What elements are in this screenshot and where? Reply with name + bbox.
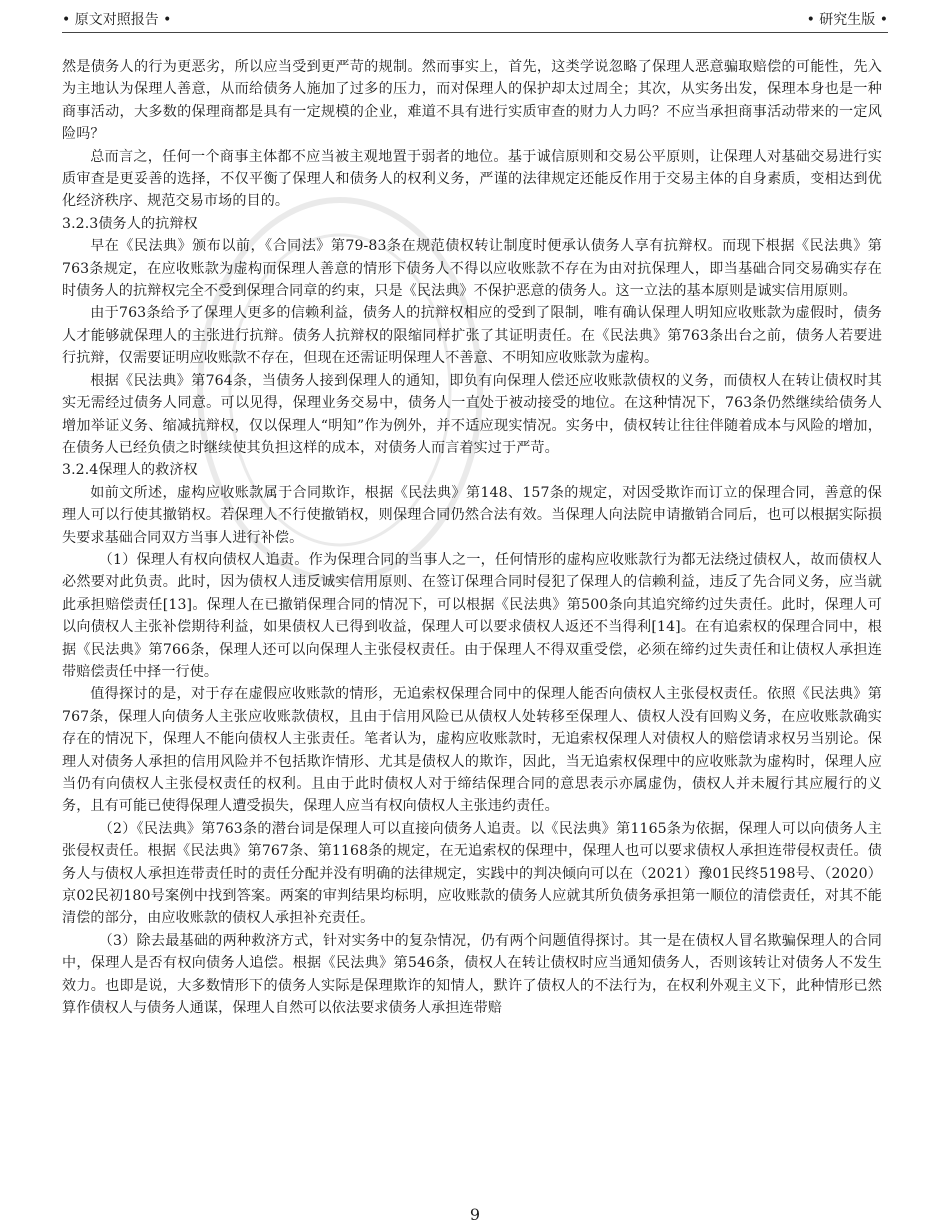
paragraph: （3）除去最基础的两种救济方式，针对实务中的复杂情况，仍有两个问题值得探讨。其一是在债权人冒名欺骗保理人的合同中，保理人是否有权向债务人追偿。根据《民法典》第546条，债权人在转让债权时应当通知债务人，否则该转让对债务人不发生效力。也即是说，大多数情形下的债务人实际是保理欺诈的知情人，默许了债权人的不法行为，在权利外观主义下，此种情形已然算作债权人与债务人通谋，保理人自然可以依法要求债务人承担连带赔 [62,932,882,1017]
paragraph: 由于763条给予了保理人更多的信赖利益，债务人的抗辩权相应的受到了限制，唯有确认保理人明知应收账款为虚假时，债务人才能够就保理人的主张进行抗辩。债务人抗辩权的限缩同样扩张了其证明责任。在《民法典》第763条出台之前，债务人若要进行抗辩，仅需要证明应收账款不存在，但现在还需证明保理人不善意、不明知应收账款为虚构。 [62,305,882,367]
paragraph: 根据《民法典》第764条，当债务人接到保理人的通知，即负有向保理人偿还应收账款债权的义务，而债权人在转让债权时其实无需经过债务人同意。可以见得，保理业务交易中，债务人一直处于被动接受的地位。在这种情况下，763条仍然继续给债务人增加举证义务、缩减抗辩权，仅以保理人“明知”作为例外，并不适应现实情况。实务中，债权转让往往伴随着成本与风险的增加，在债务人已经负债之时继续使其负担这样的成本，对债务人而言着实过于严苛。 [62,372,882,456]
paragraph: 值得探讨的是，对于存在虚假应收账款的情形，无追索权保理合同中的保理人能否向债权人主张侵权责任。依照《民法典》第767条，保理人向债务人主张应收账款债权，且由于信用风险已从债权人处转移至保理人、债权人没有回购义务，在应收账款确实存在的情况下，保理人不能向债权人主张责任。笔者认为，虚构应收账款时，无追索权保理人对债权人的赔偿请求权另当别论。保理人对债务人承担的信用风险并不包括欺诈情形、尤其是债权人的欺诈，因此，当无追索权保理中的应收账款为虚构时，保理人应当仍有向债权人主张侵权责任的权利。且由于此时债权人对于缔结保理合同的意思表示亦属虚伪，债权人并未履行其应履行的义务，且有可能已使得保理人遭受损失，保理人应当有权向债权人主张违约责任。 [62,686,882,815]
edition-label: • 研究生版 • [806,12,888,28]
paragraph: （2）《民法典》第763条的潜台词是保理人可以直接向债务人追责。以《民法典》第1165条为依据，保理人可以向债务人主张侵权责任。根据《民法典》第767条、第1168条的规定，在无追索权的保理中，保理人也可以要求债权人承担连带侵权责任。债务人与债权人承担连带责任时的责任分配并没有明确的法律规定，实践中的判决倾向可以在（2021）豫01民终5198号、（2020）京02民初180号案例中找到答案。两案的审判结果均标明，应收账款的债务人应就其所负债务承担第一顺位的清偿责任，对其不能清偿的部分，由应收账款的债权人承担补充责任。 [62,820,882,927]
document-body [62,56,882,1019]
section-heading: 3.2.3债务人的抗辩权 [62,215,198,232]
paragraph: （1）保理人有权向债权人追责。作为保理合同的当事人之一，任何情形的虚构应收账款行为都无法绕过债权人，故而债权人必然要对此负责。此时，因为债权人违反诚实信用原则、在签订保理合同时侵犯了保理人的信赖利益，违反了先合同义务，应当就此承担赔偿责任[13]。保理人在已撤销保理合同的情况下，可以根据《民法典》第500条向其追究缔约过失责任。此时，保理人可以向债权人主张补偿期待利益，如果债权人已得到收益，保理人可以要求债权人返还不当得利[14]。在有追索权的保理合同中，根据《民法典》第766条，保理人还可以向保理人主张侵权责任。由于保理人不得双重受偿，必须在缔约过失责任和让债权人承担连带赔偿责任中择一行使。 [62,551,882,680]
paragraph: 然是债务人的行为更恶劣，所以应当受到更严苛的规制。然而事实上，首先，这类学说忽略了保理人恶意骗取赔偿的可能性，先入为主地认为保理人善意，从而给债务人施加了过多的压力，而对保理人的保护却太过周全；其次，从实务出发，保理本身也是一种商事活动，大多数的保理商都是具有一定规模的企业，难道不具有进行实质审查的财力人力吗？不应当承担商事活动带来的一定风险吗？ [62,59,882,143]
paragraph: 总而言之，任何一个商事主体都不应当被主观地置于弱者的地位。基于诚信原则和交易公平原则，让保理人对基础交易进行实质审查是更妥善的选择，不仅平衡了保理人和债务人的权利义务，严谨的法律规定还能反作用于交易主体的自身素质，变相达到优化经济秩序、规范交易市场的目的。 [62,148,882,210]
page-number: 9 [469,1205,481,1224]
section-heading: 3.2.4保理人的救济权 [62,462,198,479]
page-header [62,8,888,33]
report-type-label: • 原文对照报告 • [62,12,172,28]
paragraph: 如前文所述，虚构应收账款属于合同欺诈，根据《民法典》第148、157条的规定，对因受欺诈而订立的保理合同，善意的保理人可以行使其撤销权。若保理人不行使撤销权，则保理合同仍然合法有效。当保理人向法院申请撤销合同后，也可以根据实际损失要求基础合同双方当事人进行补偿。 [62,484,882,546]
paragraph: 早在《民法典》颁布以前，《合同法》第79-83条在规范债权转让制度时便承认债务人享有抗辩权。而现下根据《民法典》第763条规定，在应收账款为虚构而保理人善意的情形下债务人不得以应收账款不存在为由对抗保理人，即当基础合同交易确实存在时债务人的抗辩权完全不受到保理合同章的约束，只是《民法典》不保护恶意的债务人。这一立法的基本原则是诚实信用原则。 [62,238,882,300]
page-footer [0,1200,950,1230]
